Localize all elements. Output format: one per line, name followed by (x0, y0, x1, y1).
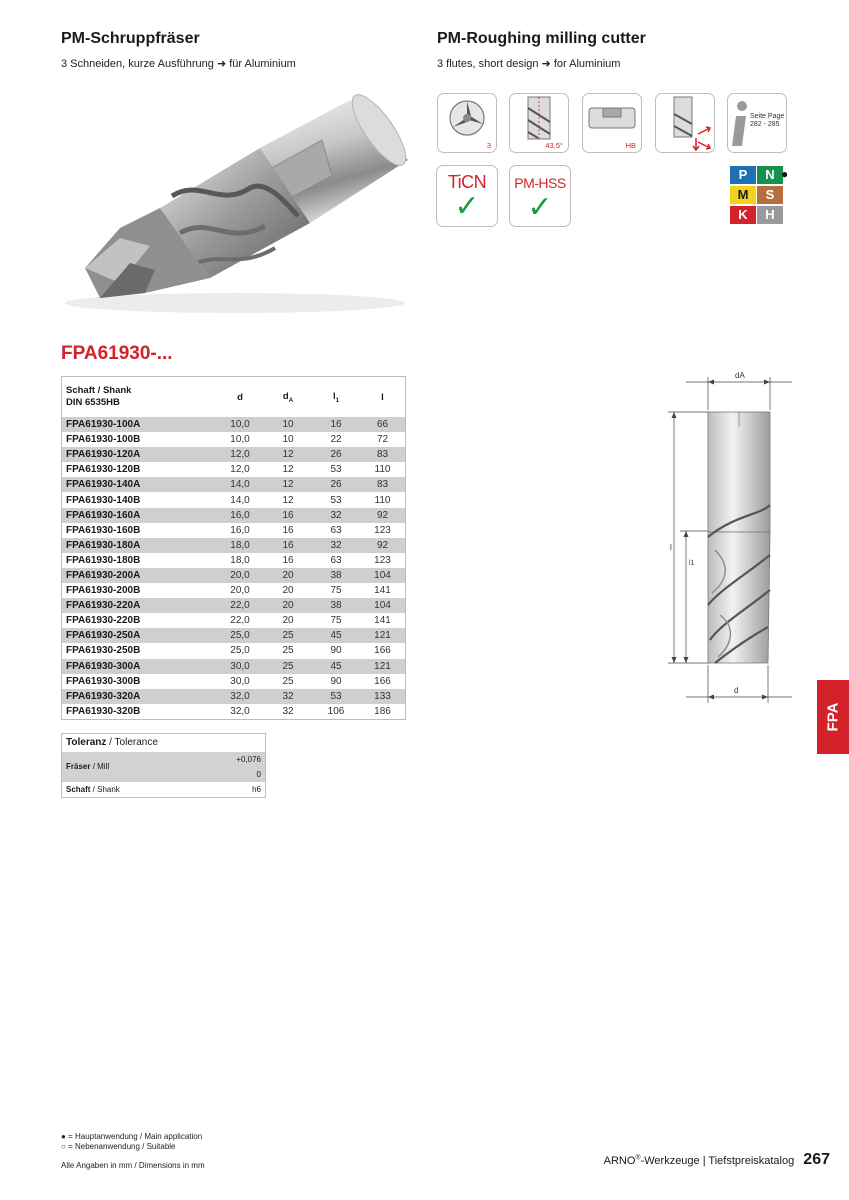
coating-ticn-label: TiCN (447, 172, 487, 192)
shank-caption: HB (625, 141, 636, 150)
article-code: FPA61930-160B (66, 524, 141, 536)
table-cell: 83 (360, 477, 406, 492)
col-da: $d_A$ (282, 390, 294, 404)
table-cell: 45 (312, 628, 360, 643)
shank-type-icon (582, 93, 642, 153)
dimensions-note: Alle Angaben in mm / Dimensions in mm (61, 1161, 205, 1170)
tolerance-shank-label: Schaft / Shank (66, 784, 120, 794)
tolerance-mill-value: +0,076 0 (236, 754, 261, 779)
table-cell: 32,0 (216, 689, 264, 704)
table-cell: 121 (360, 659, 406, 674)
article-code: FPA61930-100B (66, 434, 141, 446)
table-cell: 63 (330, 524, 342, 536)
table-cell: 18,0 (230, 554, 250, 566)
table-cell: 16 (312, 417, 360, 432)
table-cell: 22,0 (216, 598, 264, 613)
table-cell: 90 (330, 675, 342, 687)
helix-angle-icon (509, 93, 569, 153)
article-code: FPA61930-220A (62, 598, 217, 613)
table-cell: 16,0 (230, 524, 250, 536)
article-code: FPA61930-180B (66, 554, 141, 566)
table-cell: 12 (264, 447, 312, 462)
table-cell: 10 (282, 434, 294, 446)
table-cell: 12 (264, 477, 312, 492)
check-icon: ✓ (454, 190, 480, 223)
table-cell: 32,0 (230, 705, 250, 717)
table-cell: 121 (360, 628, 406, 643)
table-cell: 166 (374, 675, 391, 687)
table-cell: 186 (374, 705, 391, 717)
material-n: N (757, 166, 783, 184)
coating-pmhss-badge (509, 165, 571, 227)
table-row (62, 508, 406, 523)
table-cell: 20 (282, 585, 294, 597)
table-cell: 53 (330, 464, 342, 476)
table-cell: 92 (360, 538, 406, 553)
table-cell: 26 (312, 477, 360, 492)
article-code: FPA61930-200A (62, 568, 217, 583)
table-row (62, 689, 406, 704)
table-cell: 123 (374, 524, 391, 536)
end-mill-photo (60, 88, 420, 318)
table-cell: 106 (327, 705, 345, 717)
tolerance-table (61, 733, 266, 798)
page-footer: ARNO®-Werkzeuge | Tiefstpreiskatalog 267 (603, 1151, 830, 1168)
subtitle-en: 3 flutes, short design ➜ for Aluminium (437, 58, 621, 70)
table-row (62, 704, 406, 720)
table-cell: 123 (374, 554, 391, 566)
table-row (62, 628, 406, 643)
info-page-label: Seite Page (750, 113, 785, 120)
table-cell: 16 (282, 554, 294, 566)
info-icon (727, 93, 787, 153)
table-cell: 25 (282, 675, 294, 687)
table-cell: 14,0 (230, 494, 250, 506)
table-cell: 75 (330, 615, 342, 627)
table-cell: 110 (374, 464, 391, 476)
table-cell: 10 (264, 417, 312, 432)
coating-ticn-badge (436, 165, 498, 227)
table-cell: 20 (282, 615, 294, 627)
table-cell: 133 (360, 689, 406, 704)
flutes-icon (437, 93, 497, 153)
label-d: d (734, 686, 739, 695)
col-l: l (381, 391, 384, 403)
info-page-range: 282 - 285 (750, 121, 780, 128)
table-row (62, 568, 406, 583)
table-cell: 12,0 (216, 447, 264, 462)
col-shank (62, 377, 217, 418)
label-l1: l1 (689, 560, 695, 567)
table-row (62, 492, 406, 507)
article-code: FPA61930-320B (66, 705, 141, 717)
table-cell: 25,0 (216, 628, 264, 643)
article-code: FPA61930-250B (66, 645, 141, 657)
table-cell: 16 (264, 538, 312, 553)
table-cell: 104 (360, 568, 406, 583)
table-cell: 25 (264, 659, 312, 674)
table-cell: 18,0 (216, 538, 264, 553)
filled-circle-icon: ● (61, 1132, 66, 1141)
material-h: H (757, 206, 783, 224)
table-row (62, 417, 406, 432)
tolerance-title: Toleranz / Tolerance (66, 737, 158, 749)
table-row (62, 432, 406, 447)
table-cell: 16,0 (216, 508, 264, 523)
table-cell: 30,0 (216, 659, 264, 674)
table-cell: 16 (264, 508, 312, 523)
article-code: FPA61930-140A (62, 477, 217, 492)
table-cell: 90 (330, 645, 342, 657)
article-code: FPA61930-200B (66, 585, 141, 597)
table-cell: 10,0 (230, 434, 250, 446)
table-row (62, 659, 406, 674)
table-cell: 12 (282, 464, 294, 476)
product-table (61, 376, 406, 720)
section-tab: FPA (817, 680, 849, 754)
table-cell: 104 (360, 598, 406, 613)
table-row (62, 674, 406, 689)
table-row (62, 643, 406, 658)
flutes-caption: 3 (486, 141, 491, 150)
article-code: FPA61930-250A (62, 628, 217, 643)
col-shank-line1: Schaft / Shank (66, 385, 132, 396)
table-cell: 63 (330, 554, 342, 566)
material-grid (730, 166, 790, 226)
table-cell: 32 (264, 689, 312, 704)
table-cell: 25 (264, 628, 312, 643)
legend-suitable: ○ = Nebenanwendung / Suitable (61, 1142, 176, 1151)
table-cell: 110 (374, 494, 391, 506)
table-row (62, 477, 406, 492)
empty-circle-icon: ○ (61, 1142, 66, 1151)
table-cell: 26 (312, 447, 360, 462)
material-k: K (730, 206, 756, 224)
table-cell: 141 (374, 585, 391, 597)
helix-caption: 43,5° (545, 141, 563, 150)
table-cell: 53 (312, 689, 360, 704)
title-de: PM-Schruppfräser (61, 30, 200, 47)
label-l: l (670, 543, 672, 552)
article-code: FPA61930-160A (62, 508, 217, 523)
table-cell: 32 (312, 508, 360, 523)
table-cell: 20 (264, 568, 312, 583)
cutting-direction-icon (655, 93, 715, 153)
table-cell: 30,0 (230, 675, 250, 687)
table-row (62, 462, 406, 477)
material-m: M (730, 186, 756, 204)
table-cell: 53 (330, 494, 342, 506)
table-cell: 20 (264, 598, 312, 613)
article-code: FPA61930-120A (62, 447, 217, 462)
table-row (62, 553, 406, 568)
col-l1: $l_1$ (333, 390, 339, 404)
table-cell: 14,0 (216, 477, 264, 492)
table-cell: 66 (360, 417, 406, 432)
article-code: FPA61930-320A (62, 689, 217, 704)
label-da: dA (735, 371, 745, 380)
table-cell: 45 (312, 659, 360, 674)
table-cell: 20,0 (230, 585, 250, 597)
table-row (62, 538, 406, 553)
subtitle-de: 3 Schneiden, kurze Ausführung ➜ für Aluminium (61, 58, 296, 70)
product-code: FPA61930-... (61, 343, 173, 364)
table-cell: 25 (282, 645, 294, 657)
table-cell: 12 (282, 494, 294, 506)
table-cell: 20,0 (216, 568, 264, 583)
check-icon: ✓ (527, 191, 553, 224)
table-cell: 12,0 (230, 464, 250, 476)
col-d: d (237, 391, 243, 403)
table-cell: 32 (282, 705, 294, 717)
tolerance-mill-label: Fräser / Mill (66, 762, 110, 771)
article-code: FPA61930-140B (66, 494, 141, 506)
table-cell: 75 (330, 585, 342, 597)
table-cell: 83 (360, 447, 406, 462)
coating-pmhss-label: PM-HSS (514, 175, 566, 191)
col-shank-line2: DIN 6535HB (66, 397, 120, 408)
table-row (62, 583, 406, 598)
table-cell: 38 (312, 568, 360, 583)
main-application-dot: ● (781, 167, 789, 181)
table-cell: 25,0 (230, 645, 250, 657)
table-cell: 92 (360, 508, 406, 523)
table-cell: 32 (312, 538, 360, 553)
table-row (62, 523, 406, 538)
table-cell: 22,0 (230, 615, 250, 627)
table-cell: 166 (374, 645, 391, 657)
legend-main-application: ● = Hauptanwendung / Main application (61, 1132, 203, 1141)
article-code: FPA61930-220B (66, 615, 141, 627)
table-cell: 72 (376, 434, 389, 446)
table-cell: 38 (312, 598, 360, 613)
table-row (62, 613, 406, 628)
material-s: S (757, 186, 783, 204)
technical-drawing (660, 365, 800, 705)
table-cell: 16 (282, 524, 294, 536)
page-number: 267 (803, 1151, 830, 1168)
material-p: P (730, 166, 756, 184)
table-cell: 10,0 (216, 417, 264, 432)
tolerance-shank-value: h6 (252, 784, 261, 794)
table-cell: 141 (374, 615, 391, 627)
article-code: FPA61930-300B (66, 675, 141, 687)
table-cell: 22 (330, 434, 342, 446)
table-row (62, 447, 406, 462)
article-code: FPA61930-300A (62, 659, 217, 674)
article-code: FPA61930-180A (62, 538, 217, 553)
article-code: FPA61930-120B (66, 464, 141, 476)
table-row (62, 598, 406, 613)
article-code: FPA61930-100A (62, 417, 217, 432)
title-en: PM-Roughing milling cutter (437, 30, 646, 47)
